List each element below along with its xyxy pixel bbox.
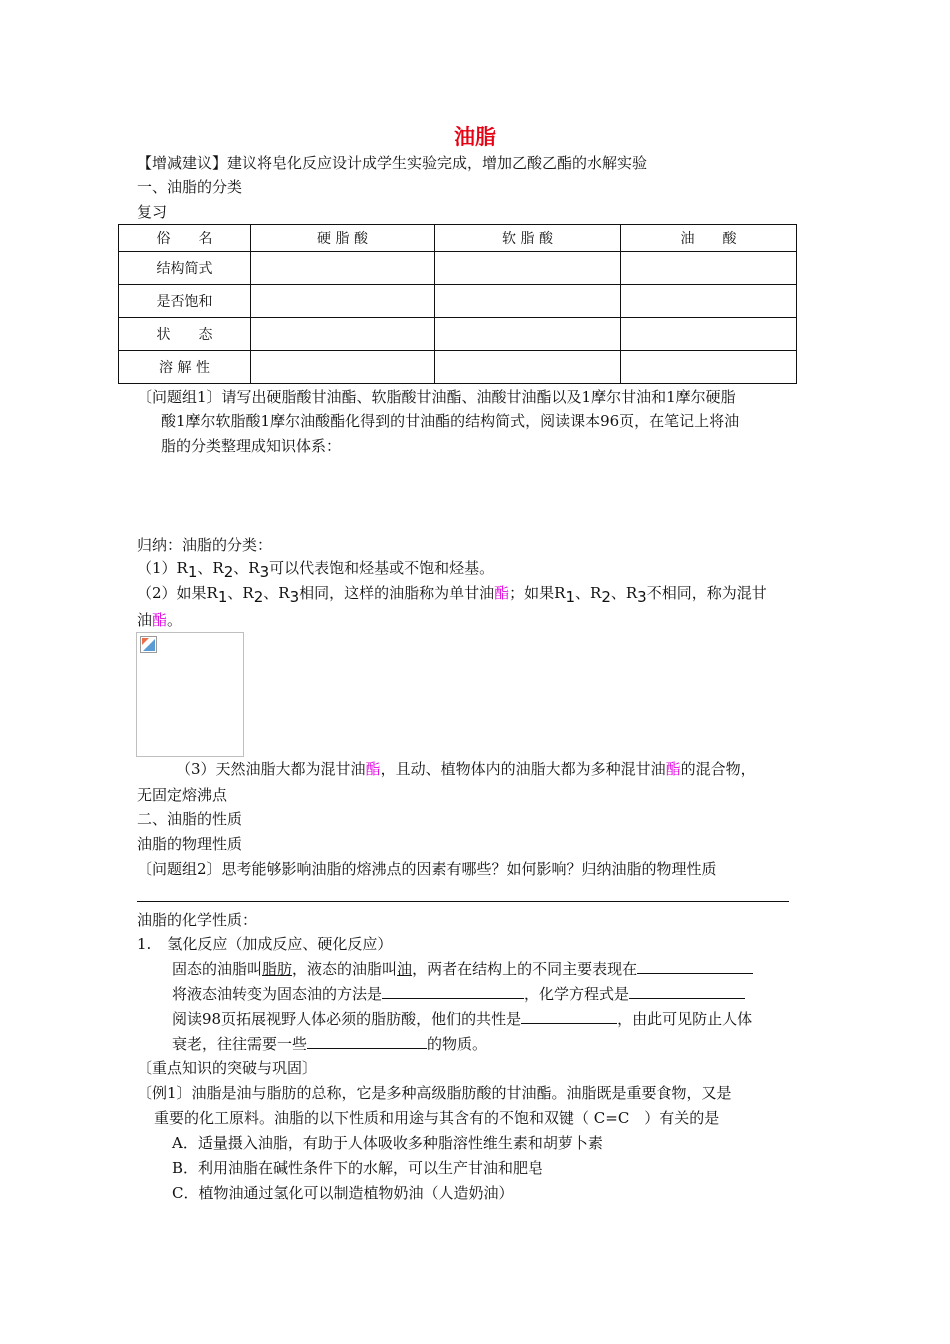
table-header-row (119, 225, 797, 252)
answer-line (137, 901, 789, 902)
review-label: 复习 (137, 203, 168, 221)
summary-item2-line2 (137, 610, 182, 630)
summary-item2 (137, 583, 767, 606)
table-cell (251, 351, 435, 384)
ester-highlight: 酯 (365, 760, 381, 778)
item2-end: 不相同，称为混甘 (646, 584, 767, 602)
review-table (118, 224, 797, 384)
table-cell (435, 285, 621, 318)
r-subscript: 1 (565, 588, 575, 606)
chemical-heading: 油脂的化学性质： (137, 911, 258, 929)
r-subscript: 2 (253, 588, 264, 606)
item2-prefix: （2）如果 (137, 584, 207, 602)
l1-b: ，液态的油脂叫 (292, 960, 398, 978)
r1 (177, 559, 198, 581)
item3-b: ，且动、植物体内的油脂大都为多种混甘油 (380, 760, 666, 778)
table-cell (621, 252, 797, 285)
table-cell (621, 285, 797, 318)
comma: 、 (610, 584, 626, 602)
table-cell (621, 351, 797, 384)
table-header-name: 俗 名 (119, 225, 251, 252)
item1-text: 氢化反应（加成反应、硬化反应） (167, 935, 393, 953)
comma: 、 (233, 559, 249, 577)
term-fat: 脂肪 (262, 960, 293, 978)
ester-highlight: 酯 (152, 611, 168, 629)
r-subscript: 3 (259, 563, 270, 581)
item2-sep: ；如果 (509, 584, 555, 602)
comma: 、 (575, 584, 591, 602)
table-cell (435, 351, 621, 384)
question2: 〔问题组2〕思考能够影响油脂的熔沸点的因素有哪些？如何影响？归纳油脂的物理性质 (137, 860, 717, 878)
suggestion-line (137, 153, 647, 173)
r-subscript: 2 (601, 588, 611, 606)
answer-blank[interactable] (637, 959, 753, 974)
r-subscript: 1 (187, 563, 198, 581)
answer-blank[interactable] (307, 1034, 427, 1049)
r-letter: R (625, 584, 638, 602)
row-label-structure: 结构简式 (119, 252, 251, 285)
table-header-oleic: 油 酸 (621, 225, 797, 252)
comma: 、 (263, 584, 279, 602)
item3-a: （3）天然油脂大都为混甘油 (176, 760, 366, 778)
r3 (248, 559, 269, 581)
table-cell (435, 252, 621, 285)
row-label-state: 状 态 (119, 318, 251, 351)
question1-line2: 酸1摩尔软脂酸1摩尔油酸酯化得到的甘油酯的结构简式，阅读课本96页，在笔记上将油 (161, 412, 740, 430)
l3-b: ，由此可见防止人体 (617, 1010, 753, 1028)
example1-line1: 〔例1〕油脂是油与脂肪的总称，它是多种高级脂肪酸的甘油酯。油脂既是重要食物，又是 (137, 1084, 732, 1102)
r-letter: R (176, 559, 188, 577)
l4-b: 的物质。 (427, 1035, 488, 1053)
table-header-stearic: 硬 脂 酸 (251, 225, 435, 252)
table-row (119, 252, 797, 285)
l4-a: 衰老，往往需要一些 (172, 1035, 308, 1053)
answer-blank[interactable] (629, 984, 745, 999)
r-subscript: 2 (223, 563, 234, 581)
item3-c: 的混合物， (680, 760, 756, 778)
suggestion-label: 【增减建议】 (137, 154, 228, 172)
l2-a: 将液态油转变为固态油的方法是 (172, 985, 383, 1003)
table-cell (435, 318, 621, 351)
page-title: 油脂 (454, 125, 496, 149)
row-label-saturation: 是否饱和 (119, 285, 251, 318)
answer-blank[interactable] (382, 984, 524, 999)
item1-suffix: 可以代表饱和烃基或不饱和烃基。 (269, 559, 495, 577)
comma: 、 (197, 559, 213, 577)
l1-c: ，两者在结构上的不同主要表现在 (412, 960, 638, 978)
question1-line1: 〔问题组1〕请写出硬脂酸甘油酯、软脂酸甘油酯、油酸甘油酯以及1摩尔甘油和1摩尔硬脂 (137, 388, 736, 406)
table-row (119, 351, 797, 384)
broken-image-icon (140, 636, 157, 653)
item-number: 1. (137, 935, 152, 953)
example1-line2: 重要的化工原料。油脂的以下性质和用途与其含有的不饱和双键（ C=C ）有关的是 (154, 1109, 720, 1127)
option-c: C．植物油通过氢化可以制造植物奶油（人造奶油） (172, 1184, 514, 1202)
suggestion-text: 建议将皂化反应设计成学生实验完成，增加乙酸乙酯的水解实验 (227, 154, 648, 172)
r-letter: R (242, 584, 254, 602)
item2-line2c: 。 (167, 611, 183, 629)
row-label-solubility: 溶 解 性 (119, 351, 251, 384)
table-cell (251, 318, 435, 351)
item2-line2a: 油 (137, 611, 153, 629)
r-letter: R (212, 559, 224, 577)
summary-item3-line2: 无固定熔沸点 (137, 786, 228, 804)
ester-highlight: 酯 (494, 584, 510, 602)
ester-highlight: 酯 (665, 760, 681, 778)
table-cell (621, 318, 797, 351)
chemical-line2 (172, 984, 745, 1004)
section2-heading: 二、油脂的性质 (137, 810, 243, 828)
l1-a: 固态的油脂叫 (172, 960, 263, 978)
key-points-heading: 〔重点知识的突破与巩固〕 (137, 1059, 318, 1077)
summary-item3 (176, 759, 756, 779)
option-b: B．利用油脂在碱性条件下的水解，可以生产甘油和肥皂 (172, 1159, 544, 1177)
item2-mid: 相同，这样的油脂称为单甘油 (299, 584, 495, 602)
table-row (119, 285, 797, 318)
r2 (212, 559, 233, 581)
l2-b: ，化学方程式是 (524, 985, 630, 1003)
r-subscript: 3 (289, 588, 300, 606)
question1-line3: 脂的分类整理成知识体系： (161, 437, 342, 455)
table-cell (251, 252, 435, 285)
r-letter: R (590, 584, 602, 602)
r-letter: R (206, 584, 218, 602)
item1-prefix: （1） (137, 559, 177, 577)
chemical-line4 (172, 1034, 487, 1054)
chemical-line3 (172, 1009, 752, 1029)
term-oil: 油 (397, 960, 413, 978)
chemical-item1 (137, 934, 392, 954)
r-subscript: 3 (637, 588, 647, 606)
r-letter: R (554, 584, 566, 602)
l3-a: 阅读98页拓展视野人体必须的脂肪酸，他们的共性是 (172, 1010, 522, 1028)
section1-heading: 一、油脂的分类 (137, 178, 243, 196)
chemical-line1 (172, 959, 753, 979)
broken-image-placeholder (136, 632, 244, 757)
summary-item1 (137, 558, 495, 581)
r-letter: R (248, 559, 260, 577)
option-a: A．适量摄入油脂，有助于人体吸收多种脂溶性维生素和胡萝卜素 (172, 1134, 603, 1152)
table-row (119, 318, 797, 351)
physical-heading: 油脂的物理性质 (137, 835, 243, 853)
r-subscript: 1 (217, 588, 228, 606)
r-letter: R (278, 584, 290, 602)
summary-heading: 归纳：油脂的分类： (137, 536, 273, 554)
answer-blank[interactable] (521, 1009, 617, 1024)
table-cell (251, 285, 435, 318)
table-header-palmitic: 软 脂 酸 (435, 225, 621, 252)
comma: 、 (227, 584, 243, 602)
